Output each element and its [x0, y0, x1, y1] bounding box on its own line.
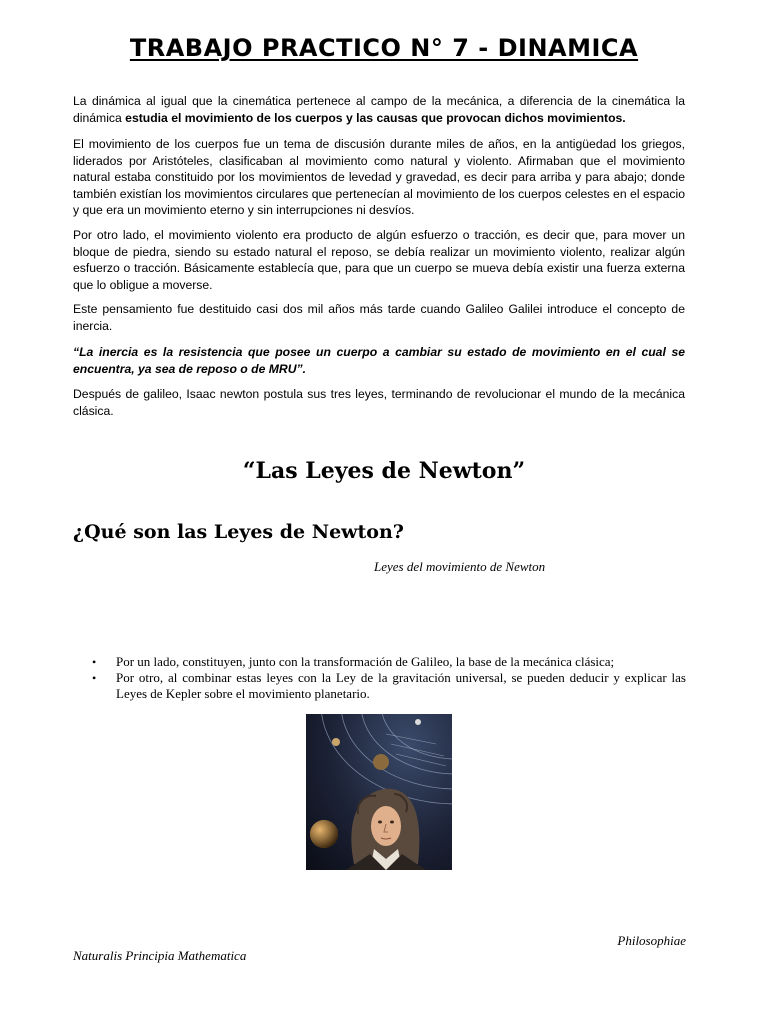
list-item-text: Por otro, al combinar estas leyes con la Ley de la gravitación universal, se pueden deducir y explicar las Leyes de Kepler sobre el movimiento planetario. [116, 670, 686, 701]
list-item [73, 654, 686, 670]
document-title: TRABAJO PRACTICO N° 7 - DINAMICA [129, 34, 639, 62]
paragraph-intro [73, 93, 685, 126]
section-title: “Las Leyes de Newton” [242, 458, 526, 484]
inertia-quote: “La inercia es la resistencia que posee un cuerpo a cambiar su estado de movimiento en el cual se encuentra, ya sea de reposo o de MRU”. [73, 345, 685, 376]
question-heading: ¿Qué son las Leyes de Newton? [73, 521, 404, 543]
intro-text: La dinámica al igual que la cinemática pertenece al campo de la mecánica, a diferencia de la cinemática la dinámica [73, 94, 685, 125]
paragraph-violent-motion: Por otro lado, el movimiento violento era producto de algún esfuerzo o tracción, es decir que, para mover un bloque de piedra, siendo su estado natural el reposo, se debía realizar un movimiento violento, realizar algún esfuerzo o tracción. Básicamente establecía que, para que un cuerpo se mueva debía existir una fuerza externa que lo obligue a moverse. [73, 228, 685, 292]
list-item [73, 670, 686, 702]
newton-portrait-image [306, 714, 452, 870]
list-item-text: Por un lado, constituyen, junto con la transformación de Galileo, la base de la mecánica clásica; [116, 654, 615, 669]
footer-philosophiae: Philosophiae [617, 933, 686, 948]
laws-subtitle: Leyes del movimiento de Newton [374, 559, 546, 574]
bullet-list [73, 654, 686, 702]
paragraph-galileo: Este pensamiento fue destituido casi dos mil años más tarde cuando Galileo Galilei introduce el concepto de inercia. [73, 302, 685, 333]
paragraph-history: El movimiento de los cuerpos fue un tema de discusión durante miles de años, en la antigüedad los griegos, liderados por Aristóteles, clasificaban al movimiento como natural y violento. Afirmaban que el movimiento natural estaba constituido por los movimientos de levedad y gravedad, es decir para arriba y para abajo; donde también existían los movimientos circulares que pertenecían al movimiento de los cuerpos celestes en el espacio y que era un movimiento eterno y sin interrupciones ni desvíos. [73, 137, 685, 217]
paragraph-newton: Después de galileo, Isaac newton postula sus tres leyes, terminando de revolucionar el mundo de la mecánica clásica. [73, 387, 685, 418]
bullet-icon: • [92, 671, 97, 685]
bullet-icon: • [92, 655, 97, 669]
intro-bold-text: estudia el movimiento de los cuerpos y las causas que provocan dichos movimientos. [125, 110, 626, 125]
footer-principia: Naturalis Principia Mathematica [73, 948, 247, 963]
